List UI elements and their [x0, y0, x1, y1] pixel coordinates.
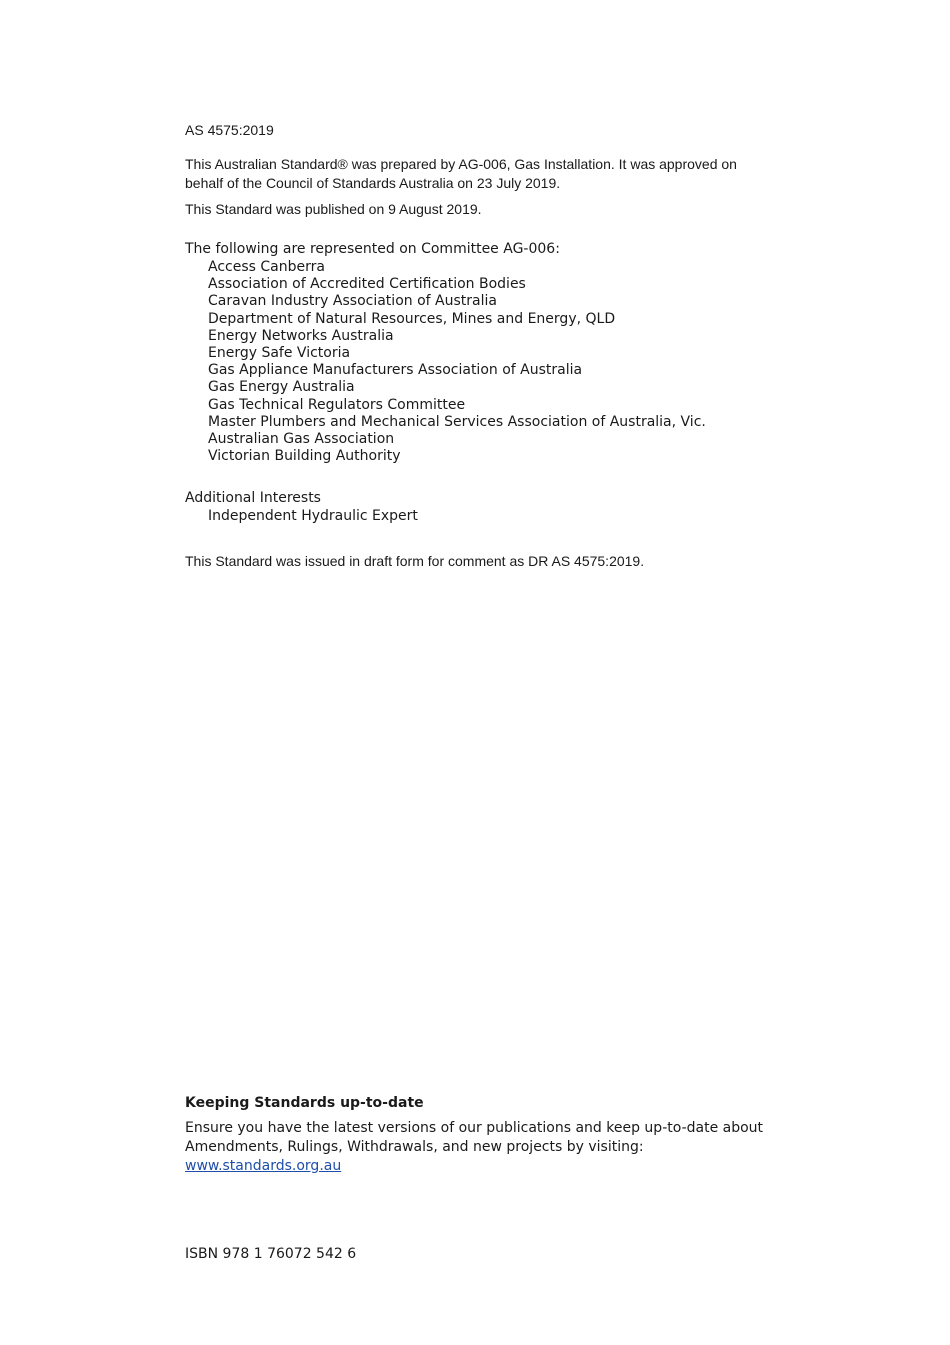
- isbn-number: ISBN 978 1 76072 542 6: [185, 1246, 357, 1262]
- committee-heading: The following are represented on Committee AG-006:: [185, 241, 560, 257]
- committee-member: Access Canberra: [208, 259, 325, 275]
- committee-member: Gas Technical Regulators Committee: [208, 396, 466, 413]
- draft-note: This Standard was issued in draft form for comment as DR AS 4575:2019.: [185, 553, 645, 569]
- committee-member: Victorian Building Authority: [208, 448, 401, 465]
- preparation-statement: [185, 155, 765, 193]
- committee-member: Caravan Industry Association of Australia: [208, 293, 497, 310]
- keeping-standards-body: [185, 1119, 763, 1176]
- committee-member: Department of Natural Resources, Mines and Energy, QLD: [208, 310, 616, 327]
- preparation-line-1: This Australian Standard® was prepared by AG-006, Gas Installation. It was approved on: [185, 156, 737, 172]
- keeping-standards-line-2: Amendments, Rulings, Withdrawals, and new projects by visiting:: [185, 1139, 644, 1155]
- keeping-standards-line-1: Ensure you have the latest versions of our publications and keep up-to-date about: [185, 1120, 764, 1136]
- committee-member-list: [208, 259, 706, 465]
- committee-member: Master Plumbers and Mechanical Services Association of Australia, Vic.: [208, 413, 706, 430]
- keeping-standards-heading: Keeping Standards up-to-date: [185, 1095, 424, 1111]
- committee-member: Energy Networks Australia: [208, 327, 394, 344]
- additional-interests-list: [208, 508, 418, 525]
- additional-interest-member: Independent Hydraulic Expert: [208, 508, 418, 524]
- committee-member: Australian Gas Association: [208, 431, 395, 448]
- additional-interests-heading: Additional Interests: [185, 490, 321, 506]
- preparation-line-2: behalf of the Council of Standards Australia on 23 July 2019.: [185, 175, 561, 191]
- publication-date-statement: This Standard was published on 9 August 2019.: [185, 201, 482, 217]
- standard-code: AS 4575:2019: [185, 122, 274, 138]
- committee-member: Energy Safe Victoria: [208, 345, 351, 362]
- committee-member: Gas Appliance Manufacturers Association of Australia: [208, 362, 583, 379]
- committee-member: Gas Energy Australia: [208, 379, 355, 396]
- standards-website-link[interactable]: www.standards.org.au: [185, 1158, 342, 1174]
- committee-member: Association of Accredited Certification Bodies: [208, 276, 526, 293]
